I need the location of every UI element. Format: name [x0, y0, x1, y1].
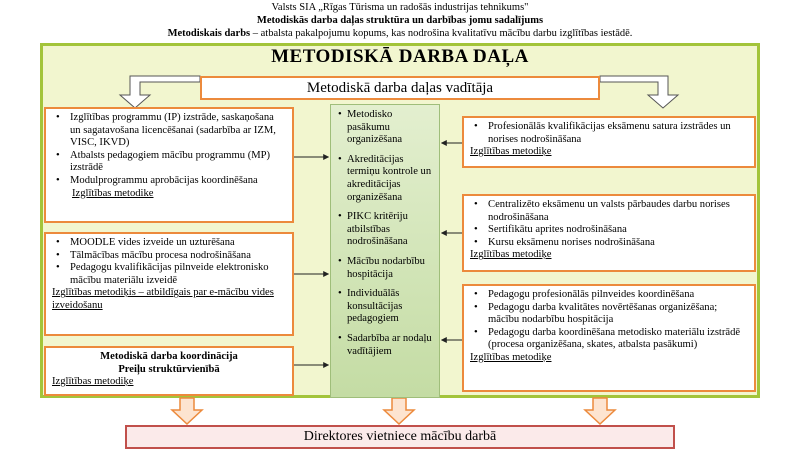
right-box-3-item: • Pedagogu darba koordinēšana metodisko materiālu izstrādē (procesa organizēšana, skates, atbalsta pasākumi) [482, 327, 748, 352]
left-box-1-footer: Izglītības metodike [72, 187, 154, 199]
header-line-1: Valsts SIA „Rīgas Tūrisma un radošās industrijas tehnikums" [271, 2, 529, 13]
right-box-3-item: • Pedagogu profesionālās pilnveides koordinēšana [482, 289, 748, 302]
left-box-preili [44, 346, 294, 396]
center-item: • PIKC kritēriju atbilstības nodrošināšana [347, 211, 435, 249]
right-box-qualification [462, 116, 756, 168]
header-line-3-rest: – atbalsta pakalpojumu kopums, kas nodrošina kvalitatīvu mācību darbu izglītības iestādē. [250, 28, 633, 39]
left-box-2-item: • Pedagogu kvalifikācijas pilnveide elektronisko mācību materiālu izveidē [64, 262, 286, 287]
center-item: • Sadarbība ar nodaļu vadītājiem [347, 333, 435, 358]
deputy-director-label: Direktores vietniece mācību darbā [303, 429, 497, 444]
left-box-3-title-2: Preiļu struktūrvienībā [118, 363, 220, 375]
center-item: • Individuālās konsultācijas pedagogiem [347, 288, 435, 326]
right-box-3-footer: Izglītības metodiķe [470, 351, 552, 363]
right-box-2-item: • Sertifikātu aprites nodrošināšana [482, 224, 748, 237]
right-box-2-footer: Izglītības metodiķe [470, 249, 552, 261]
department-head-box [200, 76, 600, 100]
left-box-3-footer: Izglītības metodiķe [52, 376, 134, 388]
left-box-2-footer: Izglītības metodiķis – atbildīgais par e-mācību vides izveidošanu [52, 287, 274, 311]
center-item: • Metodisko pasākumu organizēšana [347, 109, 435, 147]
left-box-1-item: • Modulprogrammu aprobācijas koordinēšana [64, 175, 286, 188]
center-activities-column [330, 104, 440, 398]
header-line-2: Metodiskās darba daļas struktūra un darbības jomu sadalījums [256, 15, 544, 26]
right-box-1-item: • Profesionālās kvalifikācijas eksāmenu satura izstrādes un norises nodrošināšana [482, 121, 748, 146]
right-box-2-item: • Centralizēto eksāmenu un valsts pārbaudes darbu norises nodrošināšana [482, 199, 748, 224]
bottom-arrow-right [585, 398, 615, 424]
center-item: • Mācību nodarbību hospitācija [347, 256, 435, 281]
left-box-3-title-1: Metodiskā darba koordinācija [100, 351, 238, 362]
department-title: METODISKĀ DARBA DAĻA [271, 46, 529, 67]
right-box-3-item: • Pedagogu darba kvalitātes novērtēšanas organizēšana; mācību nodarbību hospitācija [482, 302, 748, 327]
right-box-professional-development [462, 284, 756, 392]
left-box-programs [44, 107, 294, 223]
left-box-2-item: • Tālmācības mācību procesa nodrošināšana [64, 250, 286, 263]
bottom-arrow-left [172, 398, 202, 424]
bottom-arrow-center [384, 398, 414, 424]
right-box-2-item: • Kursu eksāmenu norises nodrošināšana [482, 237, 748, 250]
center-item: • Akreditācijas termiņu kontrole un akreditācijas organizēšana [347, 154, 435, 204]
left-box-1-item: • Izglītības programmu (IP) izstrāde, saskaņošana un sagatavošana licencēšanai (sadarbība ar IZM, VISC, IKVD) [64, 112, 286, 150]
left-box-1-item: • Atbalsts pedagogiem mācību programmu (MP) izstrādē [64, 150, 286, 175]
down-arrow-left [120, 76, 200, 108]
right-box-1-footer: Izglītības metodiķe [470, 146, 552, 158]
down-arrow-right [600, 76, 678, 108]
department-head-label: Metodiskā darba daļas vadītāja [306, 80, 494, 96]
right-box-exams [462, 194, 756, 272]
header-line-3-bold: Metodiskais darbs [167, 28, 251, 39]
left-box-2-item: • MOODLE vides izveide un uzturēšana [64, 237, 286, 250]
left-box-elearning [44, 232, 294, 336]
deputy-director-box [125, 425, 675, 449]
